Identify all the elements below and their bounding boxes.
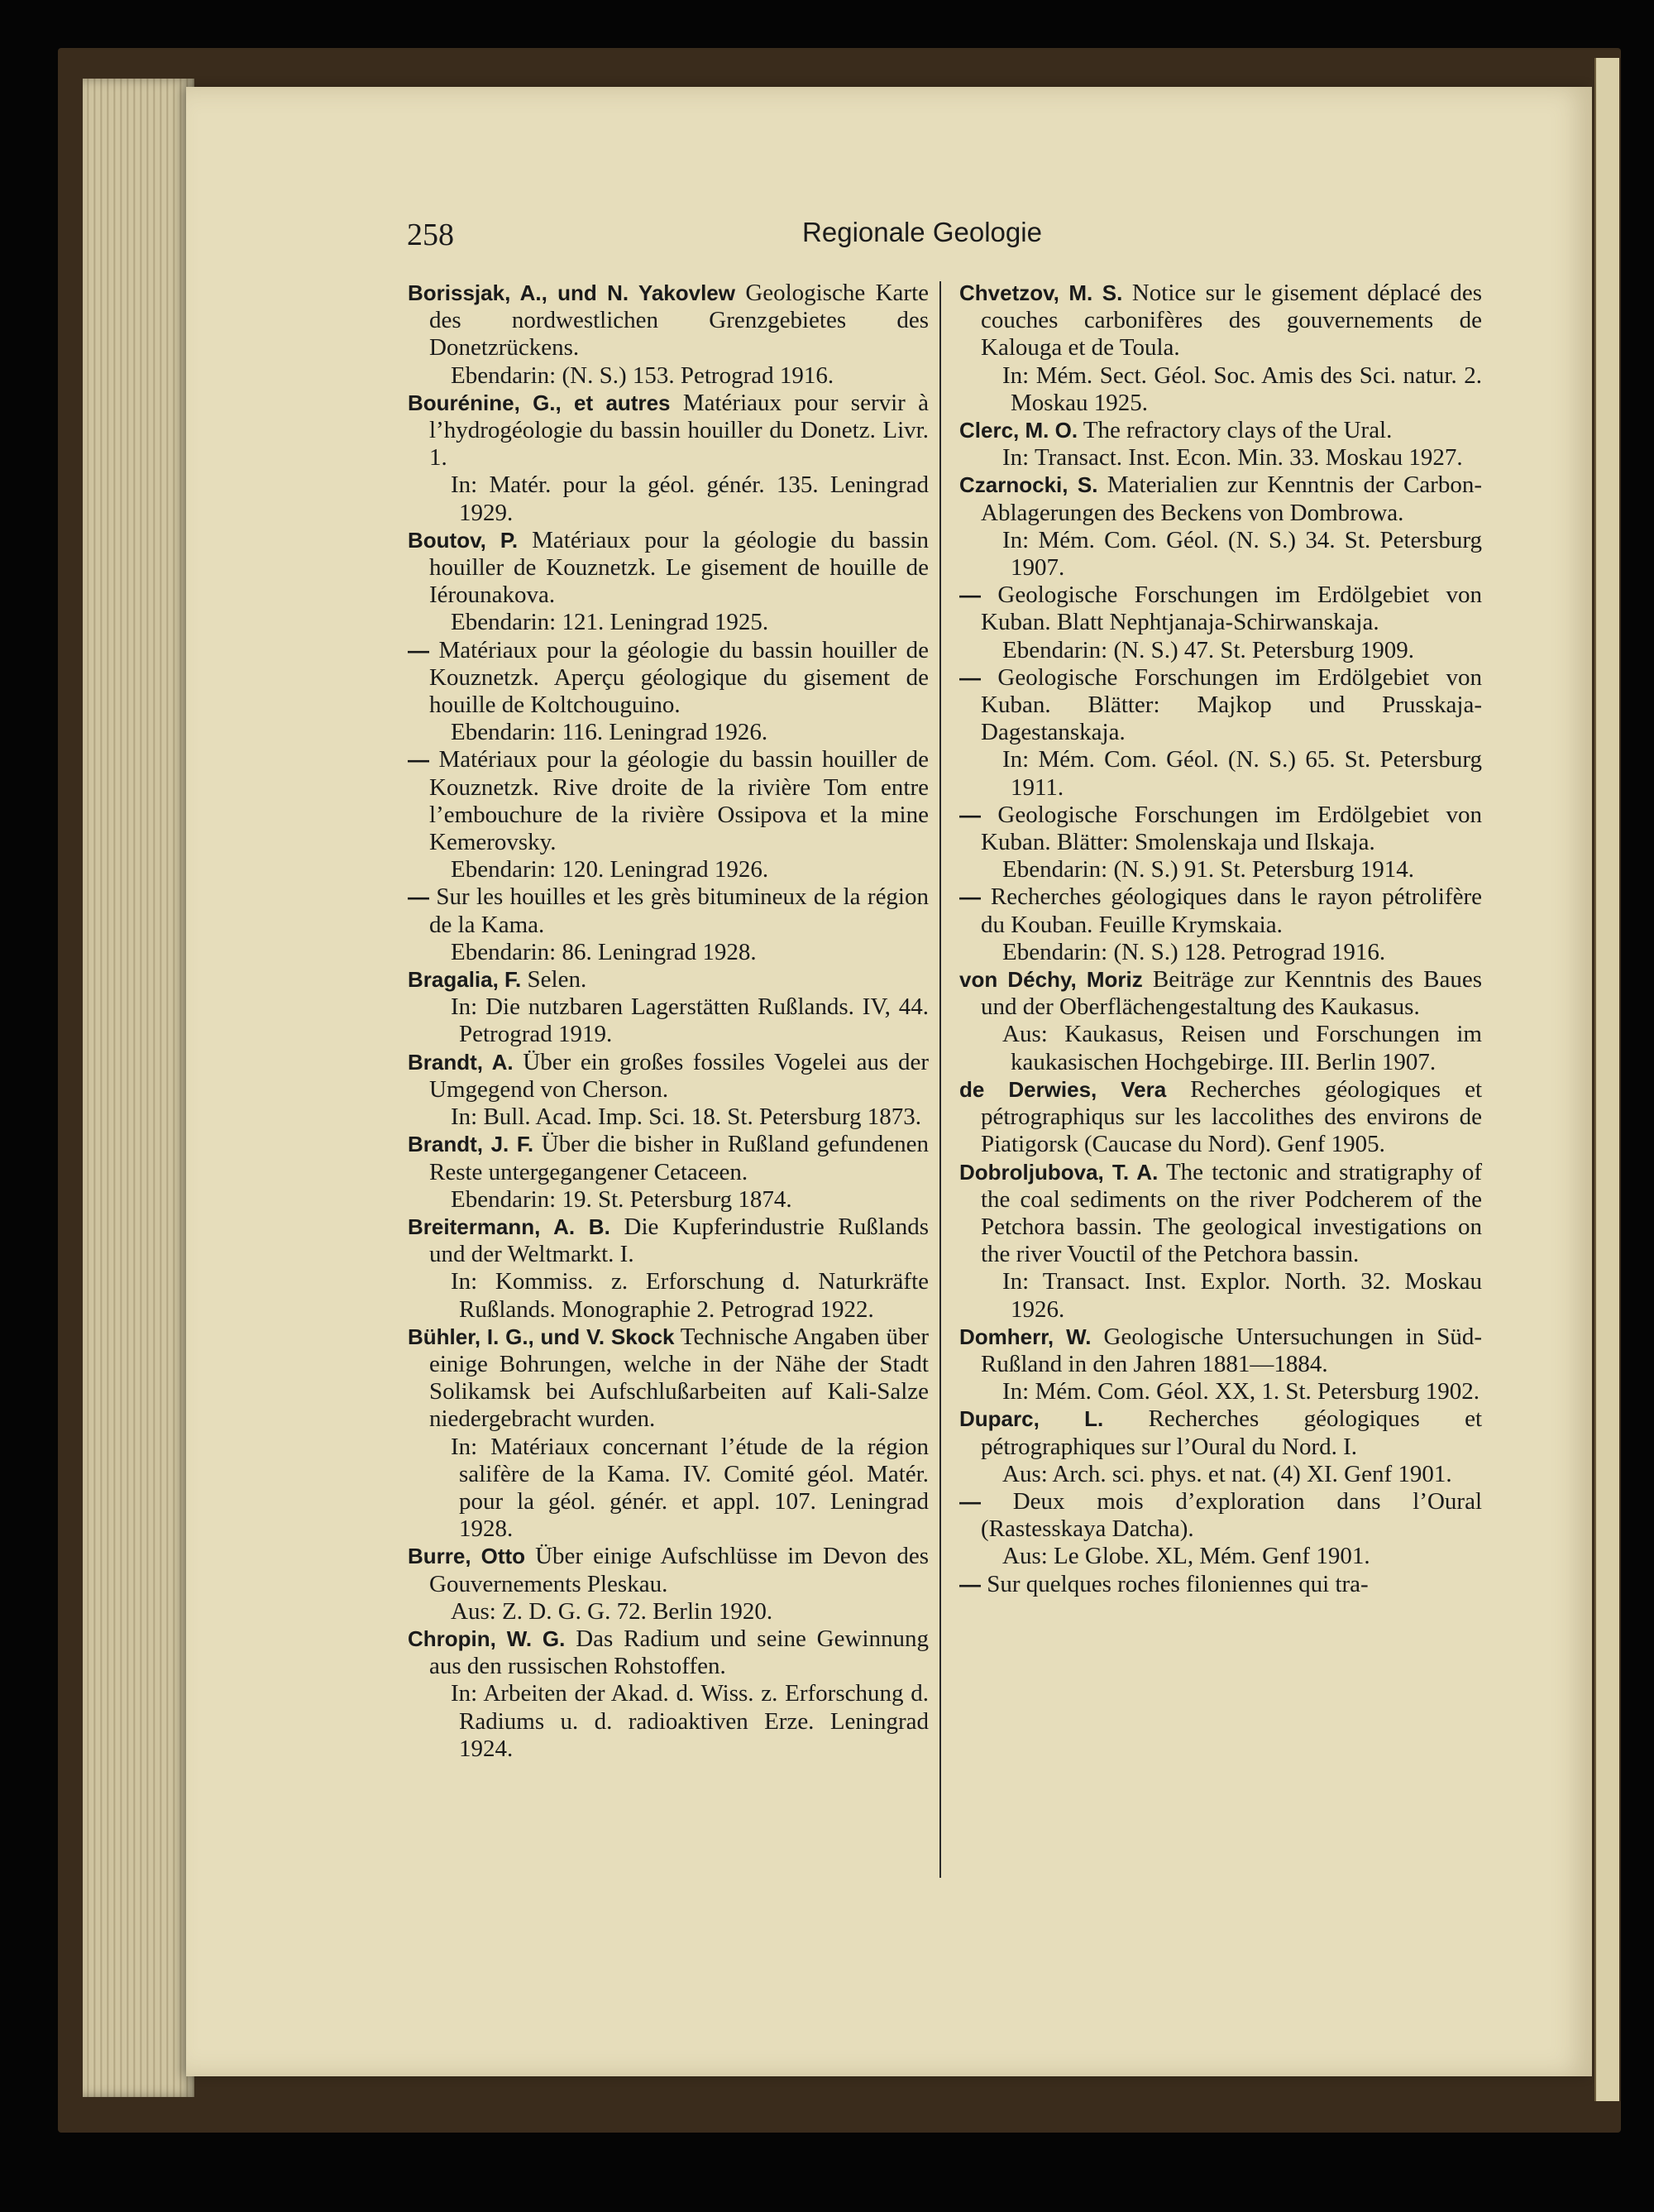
entry-author: Breitermann, A. B.: [408, 1214, 610, 1239]
entry-title: Matériaux pour la géologie du bassin houiller de Kouznetzk. Rive droite de la rivière Tom entre l’embouchure de la rivière Ossipova et la mine Kemerovsky.: [429, 746, 930, 856]
column-divider: [939, 281, 941, 1878]
right-column: [959, 280, 1482, 1598]
entry-imprint: Aus: Le Globe. XL, Mém. Genf 1901.: [1002, 1543, 1370, 1570]
entry-author: Burre, Otto: [408, 1544, 526, 1569]
bibliography-entry: [408, 1131, 929, 1214]
page-header: [219, 199, 1493, 252]
bibliography-entry: [959, 966, 1482, 1076]
entry-title: Sur les houilles et les grès bitumineux de la région de la Kama.: [429, 883, 929, 938]
entry-author: —: [408, 884, 429, 910]
entry-title: Notice sur le gisement déplacé des couches carbonifères des gouvernements de Kalouga et de Toula.: [981, 280, 1483, 361]
entry-imprint: In: Matériaux concernant l’étude de la région salifère de la Kama. IV. Comité géol. Matér. pour la géol. génér. et appl. 107. Leningrad 1928.: [451, 1433, 929, 1543]
bibliography-entry: [959, 1488, 1482, 1571]
entry-imprint: In: Mém. Com. Géol. (N. S.) 34. St. Petersburg 1907.: [1002, 526, 1482, 582]
bibliography-entry: [408, 883, 929, 966]
bibliography-entry: [959, 1159, 1482, 1324]
entry-title: Geologische Forschungen im Erdölgebiet von Kuban. Blätter: Smolenskaja und Ilskaja.: [981, 801, 1482, 856]
entry-imprint: Aus: Arch. sci. phys. et nat. (4) XI. Genf 1901.: [1002, 1460, 1452, 1487]
entry-imprint: Ebendarin: 120. Leningrad 1926.: [451, 856, 769, 883]
bibliography-entry: [959, 472, 1482, 582]
entry-title: Über ein großes fossiles Vogelei aus der Umgegend von Cherson.: [429, 1048, 929, 1103]
entry-imprint: Ebendarin: 121. Leningrad 1925.: [451, 609, 769, 636]
entry-title: Beiträge zur Kenntnis des Baues und der Oberflächengestaltung des Kaukasus.: [981, 966, 1482, 1021]
entry-imprint: Aus: Kaukasus, Reisen und Forschungen im kaukasischen Hochgebirge. III. Berlin 1907.: [1002, 1021, 1482, 1075]
entry-author: Brandt, J. F.: [408, 1132, 534, 1157]
entry-author: —: [408, 637, 429, 663]
bibliography-entry: [408, 280, 929, 390]
entry-imprint: Ebendarin: 19. St. Petersburg 1874.: [451, 1185, 792, 1213]
entry-author: Duparc, L.: [959, 1406, 1104, 1432]
entry-author: Brandt, A.: [408, 1049, 514, 1075]
entry-title: Materialien zur Kenntnis der Carbon-Ablagerungen des Beckens von Dombrowa.: [981, 472, 1483, 526]
bibliography-entry: [408, 1543, 929, 1625]
entry-author: Chropin, W. G.: [408, 1625, 566, 1651]
entry-imprint: In: Transact. Inst. Explor. North. 32. Moskau 1926.: [1002, 1268, 1482, 1323]
entry-author: von Déchy, Moriz: [959, 967, 1143, 993]
entry-title: Geologische Forschungen im Erdölgebiet von Kuban. Blatt Nephtjanaja-Schirwanskaja.: [981, 582, 1482, 636]
entry-author: —: [959, 1571, 981, 1597]
entry-title: Über einige Aufschlüsse im Devon des Gouvernements Pleskau.: [429, 1543, 929, 1597]
entry-author: Bühler, I. G., und V. Skock: [408, 1324, 675, 1349]
entry-author: —: [959, 582, 981, 608]
entry-imprint: In: Arbeiten der Akad. d. Wiss. z. Erforschung d. Radiums u. d. radioaktiven Erze. Leningrad 1924.: [451, 1680, 929, 1762]
entry-author: Bragalia, F.: [408, 967, 522, 993]
entry-author: Dobroljubova, T. A.: [959, 1159, 1159, 1185]
entry-author: Domherr, W.: [959, 1324, 1092, 1349]
running-title: Regionale Geologie: [802, 217, 1042, 247]
entry-imprint: Ebendarin: (N. S.) 153. Petrograd 1916.: [451, 361, 834, 389]
entry-title: The refractory clays of the Ural.: [1083, 417, 1393, 444]
entry-title: Geologische Karte des nordwestlichen Grenzgebietes des Donetzrückens.: [429, 280, 929, 361]
entry-imprint: Ebendarin: 116. Leningrad 1926.: [451, 719, 768, 746]
bibliography-entry: [408, 390, 929, 527]
bibliography-entry: [408, 637, 929, 747]
bibliography-entry: [408, 746, 929, 883]
entry-title: The tectonic and stratigraphy of the coal sediments on the river Podcherem of the Petchora bassin. The geological investigations on the river Vouctil of the Petchora bassin.: [981, 1158, 1483, 1268]
entry-title: Selen.: [527, 966, 587, 993]
entry-title: Recherches géologiques dans le rayon pétrolifère du Kouban. Feuille Krymskaia.: [981, 883, 1482, 938]
entry-imprint: In: Die nutzbaren Lagerstätten Rußlands. IV, 44. Petrograd 1919.: [451, 993, 929, 1048]
entry-title: Sur quelques roches filoniennes qui tra-: [987, 1570, 1369, 1597]
bibliography-entry: [959, 883, 1482, 966]
entry-imprint: In: Transact. Inst. Econ. Min. 33. Moskau 1927.: [1002, 444, 1463, 472]
entry-imprint: Aus: Z. D. G. G. 72. Berlin 1920.: [451, 1597, 773, 1625]
page-edges: [83, 79, 194, 2097]
bibliography-entry: [408, 1324, 929, 1544]
entry-author: —: [959, 802, 981, 827]
entry-author: Borissjak, A., und N. Yakovlew: [408, 280, 735, 305]
bibliography-entry: [959, 1076, 1482, 1159]
bibliography-entry: [408, 527, 929, 637]
bibliography-entry: [408, 1625, 929, 1763]
entry-imprint: In: Matér. pour la géol. génér. 135. Leningrad 1929.: [451, 472, 929, 526]
entry-title: Die Kupferindustrie Rußlands und der Weltmarkt. I.: [429, 1213, 929, 1268]
bibliography-entry: [959, 802, 1482, 884]
entry-imprint: In: Mém. Com. Géol. XX, 1. St. Petersburg 1902.: [1002, 1378, 1480, 1405]
bibliography-entry: [959, 1324, 1482, 1406]
bibliography-entry: [959, 1571, 1482, 1598]
bibliography-entry: [408, 1049, 929, 1132]
entry-imprint: Ebendarin: 86. Leningrad 1928.: [451, 938, 757, 965]
entry-title: Matériaux pour la géologie du bassin houiller de Kouznetzk. Le gisement de houille de Iérounakova.: [429, 526, 930, 609]
entry-author: de Derwies, Vera: [959, 1076, 1167, 1102]
entry-title: Geologische Forschungen im Erdölgebiet von Kuban. Blätter: Majkop und Prusskaja-Dagestanskaja.: [981, 663, 1482, 746]
page-number: 258: [407, 218, 454, 252]
entry-imprint: Ebendarin: (N. S.) 91. St. Petersburg 1914.: [1002, 856, 1415, 883]
entry-author: —: [959, 1488, 981, 1514]
entry-imprint: Ebendarin: (N. S.) 47. St. Petersburg 1909.: [1002, 636, 1415, 663]
entry-title: Matériaux pour la géologie du bassin houiller de Kouznetzk. Aperçu géologique du gisement de houille de Koltchouguino.: [429, 636, 930, 719]
entry-author: —: [959, 884, 981, 910]
entry-author: Czarnocki, S.: [959, 472, 1098, 498]
bibliography-entry: [959, 664, 1482, 802]
entry-imprint: In: Mém. Com. Géol. (N. S.) 65. St. Petersburg 1911.: [1002, 746, 1482, 801]
entry-title: Recherches géologiques et pétrographiqus sur les laccolithes des environs de Piatigorsk (Caucase du Nord). Genf 1905.: [981, 1075, 1483, 1158]
entry-title: Technische Angaben über einige Bohrungen, welche in der Nähe der Stadt Solikamsk bei Aufschlußarbeiten auf Kali-Salze niedergebracht wurden.: [429, 1323, 929, 1433]
left-column: [408, 280, 929, 1763]
bibliography-entry: [959, 280, 1482, 417]
entry-title: Deux mois d’exploration dans l’Oural (Rastesskaya Datcha).: [981, 1487, 1483, 1543]
bibliography-entry: [408, 1214, 929, 1324]
entry-author: Clerc, M. O.: [959, 418, 1078, 443]
entry-title: Das Radium und seine Gewinnung aus den russischen Rohstoffen.: [429, 1625, 929, 1680]
entry-author: Chvetzov, M. S.: [959, 280, 1123, 305]
next-page-edge: [1594, 58, 1619, 2101]
entry-imprint: Ebendarin: (N. S.) 128. Petrograd 1916.: [1002, 938, 1386, 965]
entry-author: Bourénine, G., et autres: [408, 390, 671, 415]
entry-imprint: In: Mém. Sect. Géol. Soc. Amis des Sci. natur. 2. Moskau 1925.: [1002, 361, 1482, 416]
entry-author: —: [408, 747, 429, 773]
entry-author: Boutov, P.: [408, 527, 519, 553]
entry-author: —: [959, 664, 981, 690]
entry-title: Über die bisher in Rußland gefundenen Reste untergegangener Cetaceen.: [429, 1131, 930, 1185]
entry-title: Geologische Untersuchungen in Süd-Rußland in den Jahren 1881—1884.: [981, 1323, 1483, 1377]
bibliography-entry: [959, 582, 1482, 664]
entry-imprint: In: Kommiss. z. Erforschung d. Naturkräfte Rußlands. Monographie 2. Petrograd 1922.: [451, 1268, 929, 1323]
entry-title: Recherches géologiques et pétrographiques sur l’Oural du Nord. I.: [981, 1405, 1483, 1460]
entry-title: Matériaux pour servir à l’hydrogéologie du bassin houiller du Donetz. Livr. 1.: [429, 389, 930, 472]
bibliography-entry: [959, 417, 1482, 472]
bibliography-entry: [959, 1405, 1482, 1488]
entry-imprint: In: Bull. Acad. Imp. Sci. 18. St. Petersburg 1873.: [451, 1104, 921, 1131]
bibliography-entry: [408, 966, 929, 1049]
